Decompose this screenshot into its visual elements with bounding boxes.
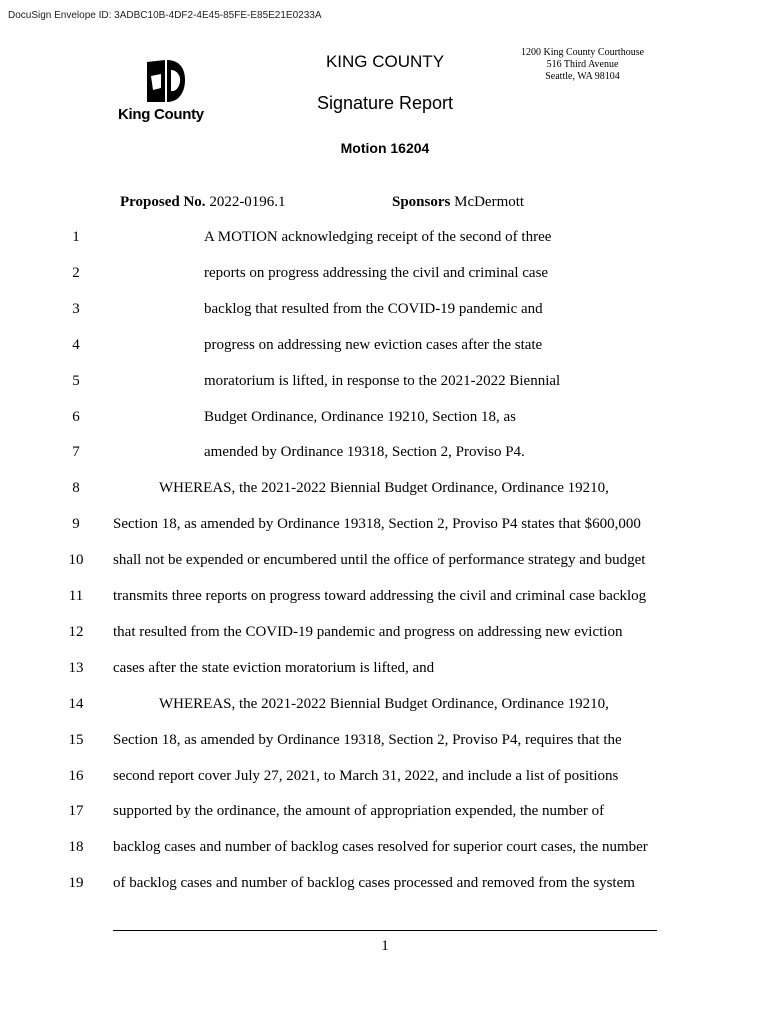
line-text: Budget Ordinance, Ordinance 19210, Section 18, as: [204, 409, 517, 425]
line-number: 10: [68, 552, 84, 568]
footer-rule: [113, 930, 657, 931]
line-number: 12: [68, 624, 84, 640]
king-county-logo: [118, 58, 213, 128]
line-number: 9: [72, 516, 80, 532]
address-line: 1200 King County Courthouse: [520, 47, 645, 58]
line-number: 15: [68, 732, 84, 748]
line-text: moratorium is lifted, in response to the 2021-2022 Biennial: [204, 373, 561, 389]
line-text: transmits three reports on progress toward addressing the civil and criminal case backlog: [113, 588, 647, 604]
line-number: 4: [72, 337, 80, 353]
line-text: Section 18, as amended by Ordinance 19318, Section 2, Proviso P4 states that $600,000: [113, 516, 641, 532]
line-text: WHEREAS, the 2021-2022 Biennial Budget Ordinance, Ordinance 19210,: [159, 696, 609, 712]
sponsors-label: Sponsors: [392, 194, 451, 210]
line-text: A MOTION acknowledging receipt of the second of three: [204, 229, 552, 245]
line-text: Section 18, as amended by Ordinance 19318, Section 2, Proviso P4, requires that the: [113, 732, 622, 748]
line-text: backlog cases and number of backlog cases resolved for superior court cases, the number: [113, 839, 648, 855]
line-number: 2: [72, 265, 80, 281]
line-number: 13: [68, 660, 84, 676]
line-text: backlog that resulted from the COVID-19 pandemic and: [204, 301, 543, 317]
proposed-label: Proposed No.: [120, 194, 206, 210]
line-number: 8: [72, 480, 80, 496]
line-number: 3: [72, 301, 80, 317]
courthouse-address: [505, 47, 660, 83]
line-text: amended by Ordinance 19318, Section 2, Proviso P4.: [204, 444, 525, 460]
line-number: 17: [68, 803, 84, 819]
line-number: 5: [72, 373, 80, 389]
line-text: second report cover July 27, 2021, to March 31, 2022, and include a list of positions: [113, 768, 619, 784]
proposed-value: 2022-0196.1: [209, 194, 286, 210]
logo-text: King County: [118, 106, 204, 123]
page-number: 1: [381, 938, 389, 954]
sponsors: [392, 194, 524, 211]
docusign-envelope-id: DocuSign Envelope ID: 3ADBC10B-4DF2-4E45-85FE-E85E21E0233A: [8, 10, 322, 21]
line-number: 6: [72, 409, 80, 425]
line-text: shall not be expended or encumbered until the office of performance strategy and budget: [113, 552, 646, 568]
line-number: 16: [68, 768, 84, 784]
line-number: 14: [68, 696, 84, 712]
line-number: 11: [68, 588, 84, 604]
proposed-number: [120, 194, 286, 211]
line-number: 1: [72, 229, 80, 245]
address-line: 516 Third Avenue: [546, 59, 619, 70]
line-text: of backlog cases and number of backlog cases processed and removed from the system: [113, 875, 635, 891]
report-title: Signature Report: [316, 93, 454, 113]
line-text: that resulted from the COVID-19 pandemic and progress on addressing new eviction: [113, 624, 623, 640]
line-number: 7: [72, 444, 80, 460]
county-title: KING COUNTY: [325, 52, 445, 71]
line-text: progress on addressing new eviction cases after the state: [204, 337, 543, 353]
line-number: 18: [68, 839, 84, 855]
sponsors-value: McDermott: [454, 194, 525, 210]
line-text: reports on progress addressing the civil and criminal case: [204, 265, 549, 281]
line-text: supported by the ordinance, the amount of appropriation expended, the number of: [113, 803, 605, 819]
mlk-portrait-icon: [141, 58, 187, 104]
motion-number: Motion 16204: [340, 140, 430, 156]
line-text: WHEREAS, the 2021-2022 Biennial Budget Ordinance, Ordinance 19210,: [159, 480, 609, 496]
address-line: Seattle, WA 98104: [545, 71, 620, 82]
line-text: cases after the state eviction moratorium is lifted, and: [113, 660, 435, 676]
line-number: 19: [68, 875, 84, 891]
